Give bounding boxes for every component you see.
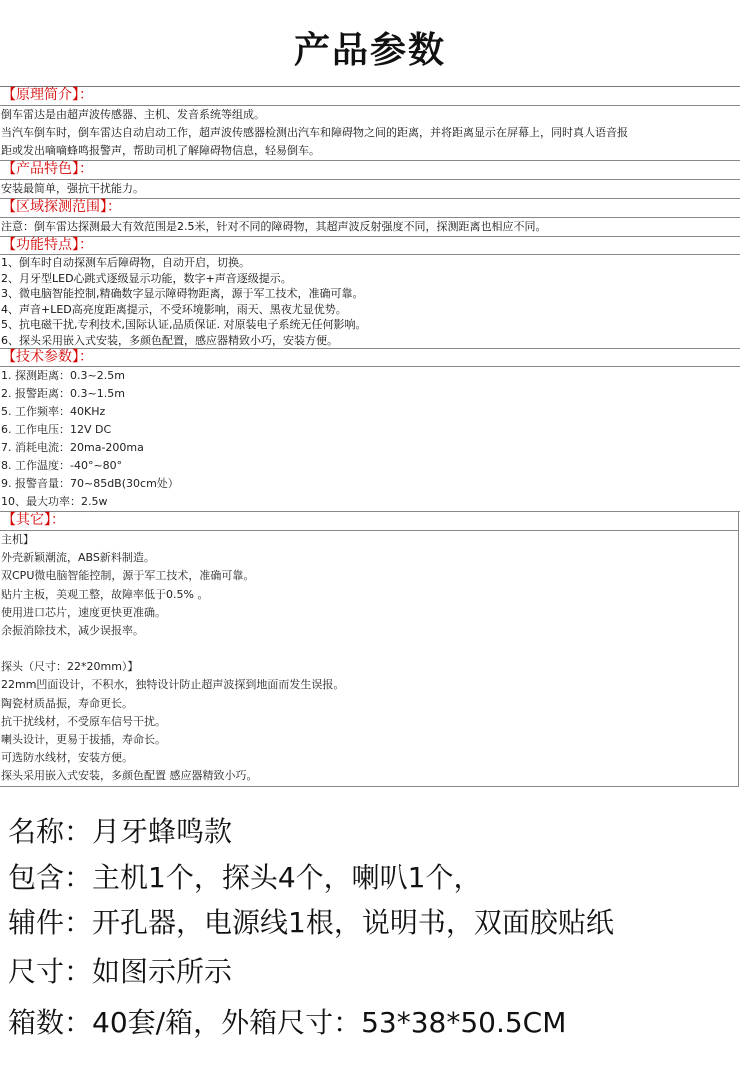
principle-heading: 【原理简介】： [0, 87, 740, 106]
functions-line: 2、月牙型LED心跳式逐级显示功能，数字+声音逐级提示。 [1, 271, 292, 285]
principle-line: 当汽车倒车时，倒车雷达自动启动工作，超声波传感器检测出汽车和障碍物之间的距离，并将距离显示在屏幕上，同时真人语音报 [1, 126, 628, 139]
other-heading: 【其它】： [0, 512, 739, 531]
probe-line: 探头采用嵌入式安装，多颜色配置 感应器精致小巧。 [1, 769, 258, 783]
packing-info: 箱数：40套/箱，外箱尺寸：53*38*50.5CM [8, 1006, 567, 1039]
probe-line: 22mm凹面设计，不积水，独特设计防止超声波探到地面而发生误报。 [1, 678, 345, 692]
probe-line: 抗干扰线材，不受原车信号干扰。 [1, 714, 166, 728]
product-name: 名称：月牙蜂鸣款 [8, 815, 233, 848]
principle-body [0, 106, 740, 161]
tech-heading: 【技术参数】： [0, 349, 740, 367]
tech-line: 2. 报警距离：0.3~1.5m [1, 387, 125, 400]
host-line: 贴片主板，美观工整，故障率低于0.5% 。 [1, 587, 209, 601]
host-line: 外壳新颖潮流，ABS新料制造。 [1, 551, 155, 565]
probe-line: 陶瓷材质晶振，寿命更长。 [1, 696, 133, 710]
other-body [0, 531, 739, 787]
tech-line: 6. 工作电压：12V DC [1, 423, 112, 436]
tech-line: 7. 消耗电流：20ma-200ma [1, 441, 144, 454]
size-info: 尺寸：如图示所示 [8, 955, 233, 988]
range-heading: 【区域探测范围】： [0, 199, 740, 218]
tech-line: 10、最大功率：2.5w [1, 495, 108, 508]
range-line: 注意：倒车雷达探测最大有效范围是2.5米，针对不同的障碍物，其超声波反射强度不同，探测距离也相应不同。 [1, 220, 547, 233]
host-line: 主机】 [1, 533, 34, 546]
features-heading: 【产品特色】： [0, 161, 740, 180]
probe-line: 可选防水线材，安装方便。 [1, 751, 133, 765]
host-line: 余振消除技术，减少误报率。 [1, 624, 144, 638]
functions-line: 5、抗电磁干扰,专利技术,国际认证,品质保证. 对原装电子系统无任何影响。 [1, 318, 367, 331]
package-contents: 包含：主机1个，探头4个，喇叭1个， [8, 861, 482, 894]
principle-line: 倒车雷达是由超声波传感器、主机、发音系统等组成。 [1, 108, 265, 121]
host-line: 双CPU微电脑智能控制，源于军工技术，准确可靠。 [1, 569, 255, 583]
tech-line: 1. 探测距离：0.3~2.5m [1, 369, 125, 382]
tech-line: 9. 报警音量：70~85dB(30cm处） [1, 477, 179, 490]
functions-line: 6、探头采用嵌入式安装，多颜色配置，感应器精致小巧，安装方便。 [1, 333, 338, 347]
probe-line: 探头（尺寸：22*20mm）】 [1, 660, 139, 674]
principle-line: 距或发出嘀嘀蜂鸣报警声，帮助司机了解障碍物信息，轻易倒车。 [1, 144, 320, 157]
host-line: 使用进口芯片，速度更快更准确。 [1, 605, 166, 619]
spacer [0, 640, 738, 658]
functions-heading: 【功能特点】： [0, 237, 740, 255]
probe-line: 喇头设计，更易于拔插，寿命长。 [1, 733, 166, 747]
functions-line: 1、倒车时自动探测车后障碍物，自动开启，切换。 [1, 256, 250, 269]
functions-line: 4、声音+LED高亮度距离提示，不受环境影响，雨天、黑夜尤显优势。 [1, 302, 347, 316]
functions-line: 3、微电脑智能控制,精确数字显示障碍物距离，源于军工技术，准确可靠。 [1, 287, 364, 300]
parameter-sheet [0, 86, 740, 787]
tech-line: 5. 工作频率：40KHz [1, 405, 106, 418]
page-title: 产品参数 [293, 30, 446, 71]
tech-body [0, 367, 740, 512]
accessories: 辅件：开孔器，电源线1根，说明书，双面胶贴纸 [8, 906, 614, 939]
features-line: 安装最简单，强抗干扰能力。 [1, 182, 144, 195]
tech-line: 8. 工作温度：-40°~80° [1, 459, 123, 472]
range-body [0, 218, 740, 237]
functions-body [0, 255, 740, 349]
features-body [0, 180, 740, 199]
